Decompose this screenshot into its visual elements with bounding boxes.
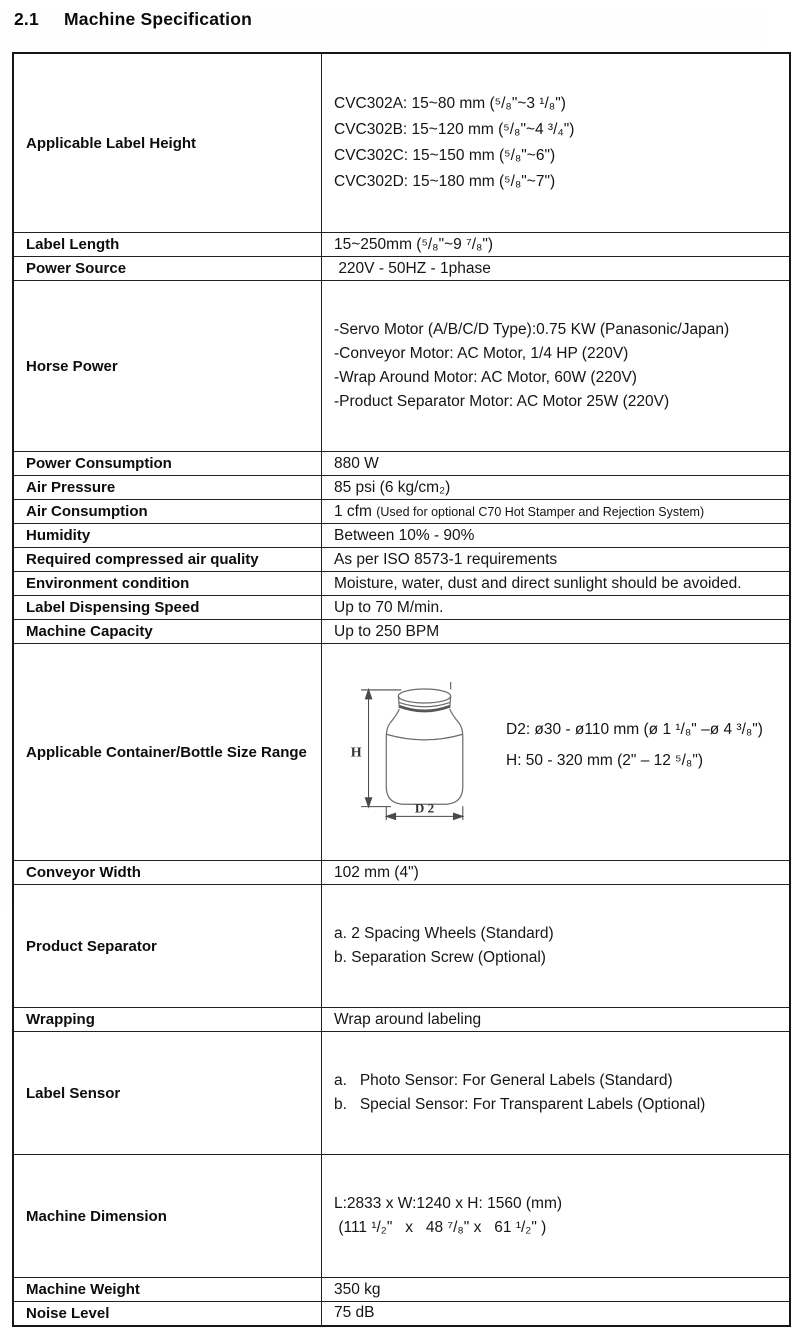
spec-value-cell [322, 644, 791, 861]
spec-label: Conveyor Width [13, 861, 322, 885]
value-line: -Wrap Around Motor: AC Motor, 60W (220V) [334, 369, 637, 386]
value-line: CVC302A: 15~80 mm (⁵/₈"~3 ¹/₈") [334, 95, 566, 112]
spec-row-air-consumption [13, 500, 790, 524]
spec-label: Power Consumption [13, 452, 322, 476]
bottle-diagram [348, 681, 488, 823]
value-lines [334, 318, 783, 414]
spec-value: As per ISO 8573-1 requirements [322, 548, 791, 572]
spec-label: Label Dispensing Speed [13, 596, 322, 620]
spec-label: Wrapping [13, 1008, 322, 1032]
spec-row-air-quality [13, 548, 790, 572]
value-line: D2: ø30 - ø110 mm (ø 1 ¹/₈" –ø 4 ³/₈") [506, 720, 763, 738]
spec-value-cell [322, 885, 791, 1008]
spec-value: Moisture, water, dust and direct sunlight should be avoided. [322, 572, 791, 596]
document-page [0, 9, 764, 1322]
spec-label: Label Sensor [13, 1032, 322, 1155]
spec-label: Horse Power [13, 281, 322, 452]
spec-label: Power Source [13, 257, 322, 281]
spec-row-humidity [13, 524, 790, 548]
spec-label: Required compressed air quality [13, 548, 322, 572]
spec-label: Air Pressure [13, 476, 322, 500]
bottle-dimension-text [506, 719, 763, 772]
value-line: a. 2 Spacing Wheels (Standard) [334, 925, 554, 942]
value-line: -Servo Motor (A/B/C/D Type):0.75 KW (Panasonic/Japan) [334, 321, 730, 338]
spec-row-label-height [13, 53, 790, 233]
spec-value: Up to 250 BPM [322, 620, 791, 644]
value-lines [334, 1192, 783, 1240]
spec-value-cell [322, 500, 791, 524]
value-line: -Product Separator Motor: AC Motor 25W (220V) [334, 393, 670, 410]
spec-label: Machine Weight [13, 1278, 322, 1302]
spec-label: Applicable Label Height [13, 53, 322, 233]
spec-label: Applicable Container/Bottle Size Range [13, 644, 322, 861]
section-title-text: Machine Specification [64, 9, 252, 29]
section-title [14, 9, 764, 30]
spec-row-machine-dimension [13, 1155, 790, 1278]
spec-value: 1 cfm [334, 502, 377, 520]
spec-value: 102 mm (4") [322, 861, 791, 885]
value-line: (111 ¹/₂" x 48 ⁷/₈" x 61 ¹/₂" ) [334, 1219, 547, 1236]
spec-label: Humidity [13, 524, 322, 548]
spec-value-cell [322, 1032, 791, 1155]
spec-value-cell [322, 1155, 791, 1278]
spec-row-noise-level [13, 1302, 790, 1326]
spec-row-label-length [13, 233, 790, 257]
value-line: -Conveyor Motor: AC Motor, 1/4 HP (220V) [334, 345, 629, 362]
spec-value: Up to 70 M/min. [322, 596, 791, 620]
spec-value-cell [322, 281, 791, 452]
spec-label: Environment condition [13, 572, 322, 596]
bottle-outline [386, 682, 463, 804]
value-lines [334, 91, 783, 195]
spec-row-air-pressure [13, 476, 790, 500]
machine-spec-table [12, 52, 791, 1327]
value-line: CVC302B: 15~120 mm (⁵/₈"~4 ³/₄") [334, 121, 575, 138]
spec-row-horse-power [13, 281, 790, 452]
spec-row-power-consumption [13, 452, 790, 476]
value-line: H: 50 - 320 mm (2" – 12 ⁵/₈") [506, 751, 704, 769]
spec-row-machine-weight [13, 1278, 790, 1302]
spec-label: Product Separator [13, 885, 322, 1008]
spec-row-conveyor-width [13, 861, 790, 885]
value-line: b. Special Sensor: For Transparent Labels (Optional) [334, 1096, 706, 1113]
spec-value: Wrap around labeling [322, 1008, 791, 1032]
spec-value: 220V - 50HZ - 1phase [322, 257, 791, 281]
spec-value: 880 W [322, 452, 791, 476]
spec-row-wrapping [13, 1008, 790, 1032]
spec-row-container-size [13, 644, 790, 861]
h-dimension-label: H [350, 745, 362, 761]
spec-value: 15~250mm (⁵/₈"~9 ⁷/₈") [322, 233, 791, 257]
bottle-size-content [334, 681, 783, 823]
spec-row-dispensing-speed [13, 596, 790, 620]
spec-value: 75 dB [322, 1302, 791, 1326]
spec-value-note: (Used for optional C70 Hot Stamper and Rejection System) [376, 504, 705, 519]
spec-label: Noise Level [13, 1302, 322, 1326]
spec-value: 350 kg [322, 1278, 791, 1302]
spec-value: Between 10% - 90% [322, 524, 791, 548]
spec-row-label-sensor [13, 1032, 790, 1155]
value-line: L:2833 x W:1240 x H: 1560 (mm) [334, 1195, 563, 1212]
value-line: b. Separation Screw (Optional) [334, 949, 546, 966]
spec-row-power-source [13, 257, 790, 281]
spec-label: Machine Capacity [13, 620, 322, 644]
spec-label: Machine Dimension [13, 1155, 322, 1278]
value-line: a. Photo Sensor: For General Labels (Standard) [334, 1072, 673, 1089]
spec-row-product-separator [13, 885, 790, 1008]
spec-value-cell [322, 53, 791, 233]
spec-row-machine-capacity [13, 620, 790, 644]
value-lines [334, 1069, 783, 1117]
section-number: 2.1 [14, 9, 39, 29]
spec-row-environment [13, 572, 790, 596]
d2-dimension-label: D 2 [414, 800, 435, 816]
spec-label: Air Consumption [13, 500, 322, 524]
value-line: CVC302D: 15~180 mm (⁵/₈"~7") [334, 173, 556, 190]
value-lines [334, 922, 783, 970]
h-dimension [361, 689, 401, 807]
spec-label: Label Length [13, 233, 322, 257]
spec-value: 85 psi (6 kg/cm₂) [322, 476, 791, 500]
value-line: CVC302C: 15~150 mm (⁵/₈"~6") [334, 147, 556, 164]
